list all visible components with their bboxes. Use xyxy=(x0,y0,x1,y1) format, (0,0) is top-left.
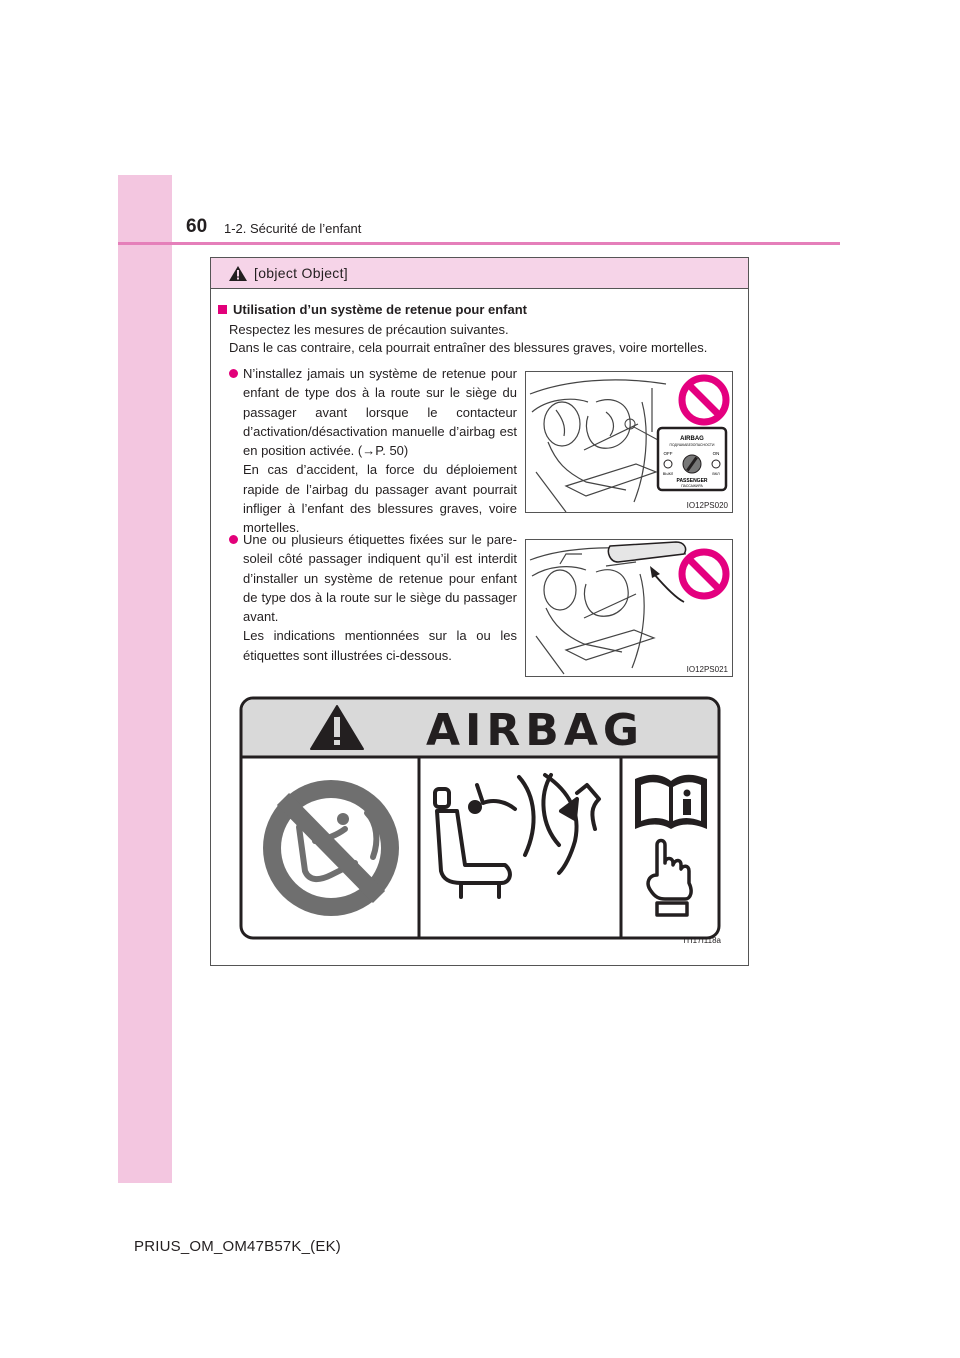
prohibition-icon xyxy=(682,552,726,596)
svg-text:AIRBAG: AIRBAG xyxy=(425,705,645,756)
airbag-warning-label xyxy=(239,695,725,947)
sun-visor-illustration xyxy=(526,540,732,676)
header-rule xyxy=(118,242,840,245)
label-figure-code: ITI17I118a xyxy=(683,936,721,945)
warning-box xyxy=(210,257,749,966)
bullet-item: N’installez jamais un système de retenue pour enfant de type dos à la route sur le siège du passager avant lorsque le contacteur d’activation/désactivation manuelle d’airbag est en position activée. (→P. 50) En cas d’accident, la force du déploiement rapide de l’airbag du passager avant pourrait infliger à l’enfant des blessures graves, voire mortelles. xyxy=(229,364,517,538)
svg-text:PASSENGER: PASSENGER xyxy=(676,478,708,484)
page-number: 60 xyxy=(186,216,208,237)
svg-text:ПОДУШКАБЕЗОПАСНОСТИ: ПОДУШКАБЕЗОПАСНОСТИ xyxy=(669,443,715,447)
airbag-label-graphic xyxy=(239,695,725,947)
side-band xyxy=(118,175,172,1183)
warning-intro: Respectez les mesures de précaution suivantes. Dans le cas contraire, cela pourrait entraîner des blessures graves, voire mortelles. xyxy=(229,322,708,355)
figure-code: IO12PS021 xyxy=(686,665,728,674)
svg-text:ON: ON xyxy=(712,451,720,456)
prohibition-icon xyxy=(682,378,726,422)
svg-text:OFF: OFF xyxy=(663,451,673,456)
figure-sun-visor-label xyxy=(525,539,733,677)
figure-passenger-airbag-switch xyxy=(525,371,733,513)
bullet-dot-icon xyxy=(229,369,238,378)
bullet-item: Une ou plusieurs étiquettes fixées sur le pare-soleil côté passager indiquent qu’il est interdit d’installer un système de retenue pour enfant de type dos à la route sur le siège du passager avant. Les indications mentionnées sur la ou les étiquettes sont illustrées ci-dessous. xyxy=(229,530,517,665)
figure-code: IO12PS020 xyxy=(686,501,728,510)
svg-text:ВЫКЛ: ВЫКЛ xyxy=(662,472,674,476)
svg-text:AIRBAG: AIRBAG xyxy=(680,436,704,442)
warning-label: [object Object] xyxy=(254,265,348,281)
section-title: 1-2. Sécurité de l’enfant xyxy=(224,221,362,236)
car-interior-illustration xyxy=(526,372,732,512)
footer-code: PRIUS_OM_OM47B57K_(EK) xyxy=(134,1238,341,1255)
manual-book-icon xyxy=(635,775,707,829)
bullet-dot-icon xyxy=(229,535,238,544)
svg-text:ПАССАЖИРА: ПАССАЖИРА xyxy=(681,484,703,488)
no-child-seat-icon xyxy=(263,780,399,916)
warning-header xyxy=(211,258,748,289)
warning-heading: Utilisation d’un système de retenue pour enfant xyxy=(218,302,527,317)
square-bullet-icon xyxy=(218,305,227,314)
svg-text:ВКЛ: ВКЛ xyxy=(712,472,720,476)
warning-triangle-icon xyxy=(228,265,248,282)
